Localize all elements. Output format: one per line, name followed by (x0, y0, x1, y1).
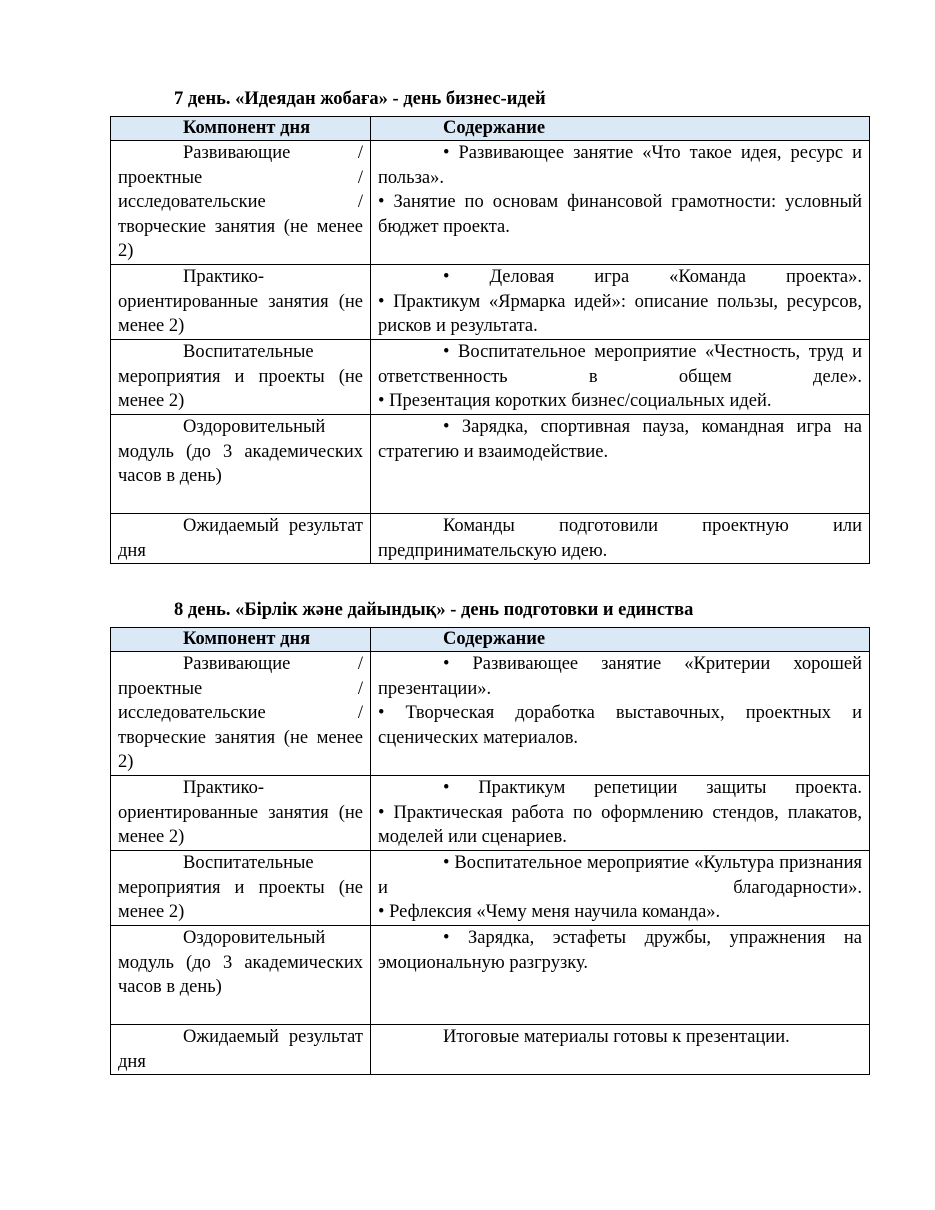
row-content (371, 1024, 870, 1074)
row-content (371, 141, 870, 265)
content-line: • Занятие по основам финансовой грамотности: условный бюджет проекта. (378, 192, 862, 237)
table-row (111, 513, 870, 563)
table-header-row (111, 117, 870, 141)
row-component: Развивающие / проектные / исследовательские / творческие занятия (не менее 2) (111, 141, 371, 265)
table-header-row (111, 628, 870, 652)
content-line: • Воспитательное мероприятие «Культура признания и благодарности». (378, 852, 862, 898)
table-row (111, 1024, 870, 1074)
row-component: Практико-ориентированные занятия (не менее 2) (111, 775, 371, 850)
row-content (371, 850, 870, 925)
header-component: Компонент дня (111, 117, 371, 141)
day-8-table (110, 627, 870, 1075)
content-line: • Практикум репетиции защиты проекта. (443, 777, 862, 798)
table-row (111, 414, 870, 513)
row-content (371, 513, 870, 563)
row-content (371, 925, 870, 1024)
content-line: • Деловая игра «Команда проекта». (443, 266, 862, 287)
content-line: • Зарядка, спортивная пауза, командная игра на стратегию и взаимодействие. (378, 416, 862, 462)
row-component: Ожидаемый результат дня (111, 513, 371, 563)
header-component: Компонент дня (111, 628, 371, 652)
content-line: Команды подготовили проектную или предпринимательскую идею. (378, 515, 862, 561)
row-content (371, 652, 870, 776)
content-line: • Развивающее занятие «Что такое идея, ресурс и польза». (378, 143, 862, 188)
content-line: • Творческая доработка выставочных, проектных и сценических материалов. (378, 703, 862, 748)
row-component: Оздоровительный модуль (до 3 академических часов в день) (111, 925, 371, 1024)
row-content (371, 264, 870, 339)
content-line: Итоговые материалы готовы к презентации. (443, 1026, 790, 1047)
content-line: • Практикум «Ярмарка идей»: описание пользы, ресурсов, рисков и результата. (378, 291, 862, 337)
header-content: Содержание (371, 117, 870, 141)
row-content (371, 339, 870, 414)
day-7-table (110, 116, 870, 564)
table-row (111, 652, 870, 776)
content-line: • Рефлексия «Чему меня научила команда». (378, 902, 721, 923)
table-row (111, 141, 870, 265)
table-row (111, 264, 870, 339)
day-7-section (110, 88, 869, 564)
row-component: Развивающие / проектные / исследовательские / творческие занятия (не менее 2) (111, 652, 371, 776)
day-8-section (110, 599, 869, 1075)
row-content (371, 775, 870, 850)
section-title: 7 день. «Идеядан жобаға» - день бизнес-идей (174, 89, 546, 109)
row-component: Ожидаемый результат дня (111, 1024, 371, 1074)
table-row (111, 339, 870, 414)
content-line: • Воспитательное мероприятие «Честность, труд и ответственность в общем деле». (378, 341, 862, 387)
content-line: • Развивающее занятие «Критерии хорошей презентации». (378, 654, 862, 699)
table-row (111, 925, 870, 1024)
content-line: • Презентация коротких бизнес/социальных идей. (378, 391, 772, 412)
row-component: Воспитательные мероприятия и проекты (не менее 2) (111, 339, 371, 414)
table-row (111, 775, 870, 850)
row-content (371, 414, 870, 513)
section-title: 8 день. «Бірлік және дайындық» - день подготовки и единства (174, 600, 694, 620)
row-component: Практико-ориентированные занятия (не менее 2) (111, 264, 371, 339)
table-row (111, 850, 870, 925)
content-line: • Практическая работа по оформлению стендов, плакатов, моделей или сценариев. (378, 802, 862, 848)
row-component: Оздоровительный модуль (до 3 академических часов в день) (111, 414, 371, 513)
header-content: Содержание (371, 628, 870, 652)
content-line: • Зарядка, эстафеты дружбы, упражнения на эмоциональную разгрузку. (378, 927, 862, 973)
row-component: Воспитательные мероприятия и проекты (не менее 2) (111, 850, 371, 925)
